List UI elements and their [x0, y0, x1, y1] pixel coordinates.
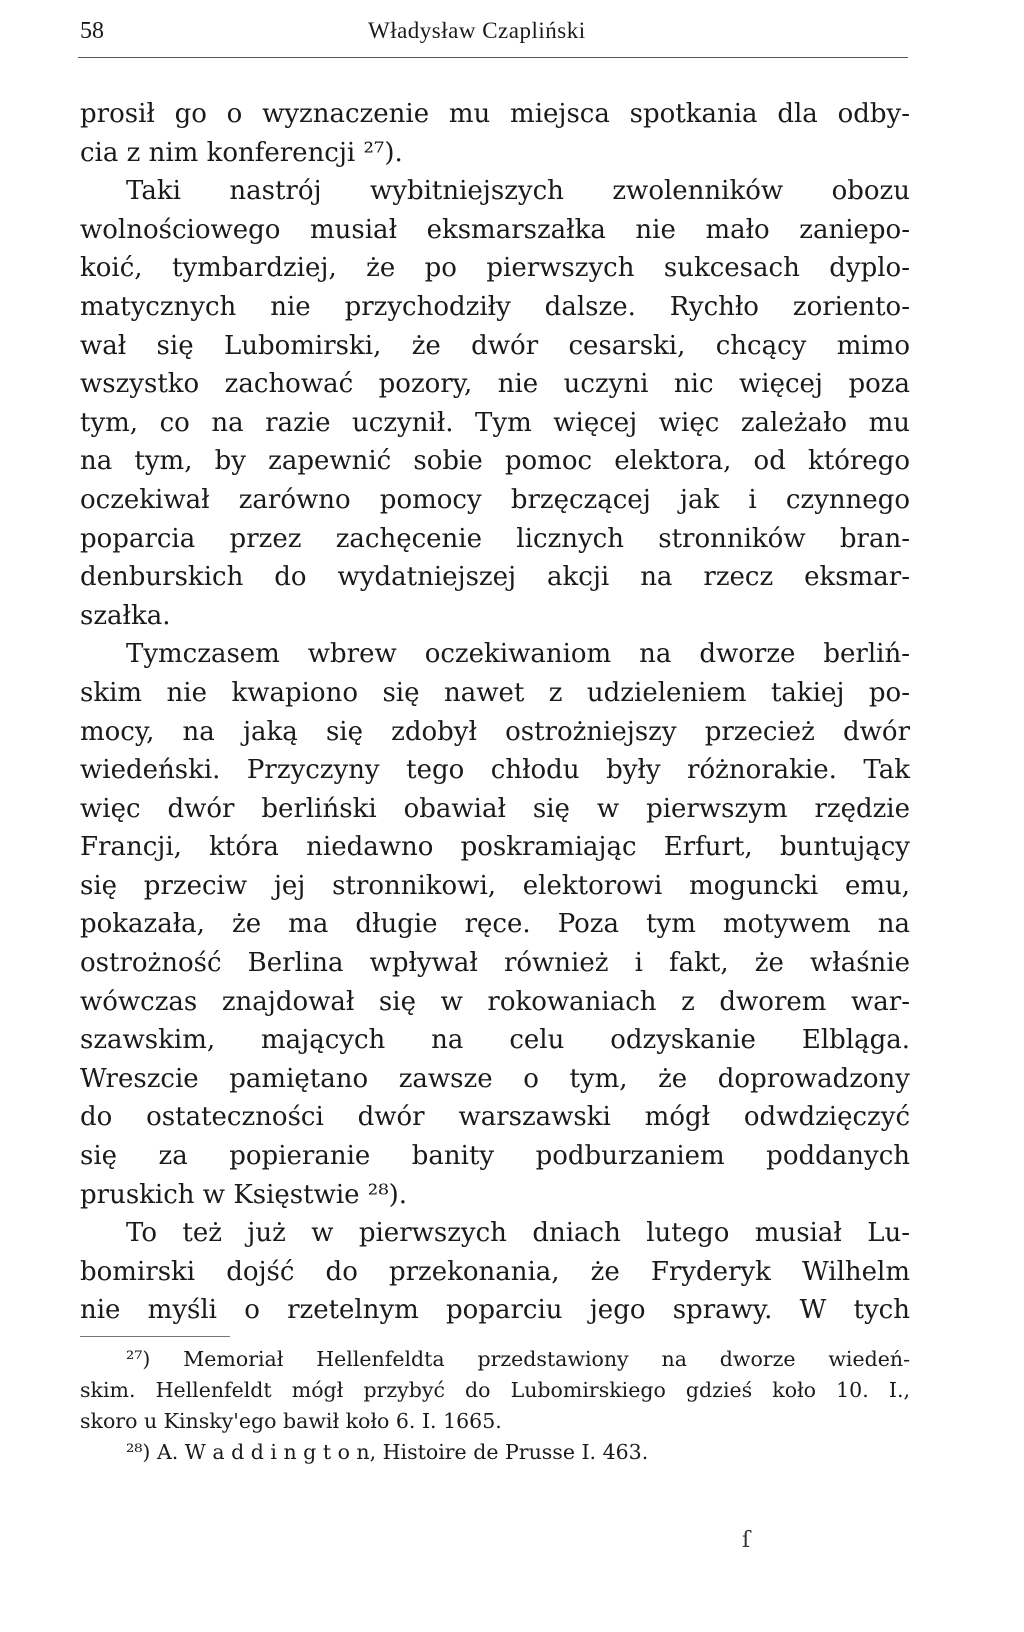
running-title: Władysław Czapliński — [368, 18, 586, 43]
text-line: się za popieranie banity podburzaniem poddanych — [80, 1141, 910, 1172]
text-line: Francji, która niedawno poskramiając Erfurt, buntujący — [80, 832, 910, 863]
footnotes — [80, 1344, 910, 1468]
text-line: cia z nim konferencji ²⁷). — [80, 137, 403, 168]
text-line: Taki nastrój wybitniejszych zwolenników obozu — [126, 176, 910, 207]
text-line: ostrożność Berlina wpływał również i fakt, że właśnie — [80, 948, 910, 979]
text-line: na tym, by zapewnić sobie pomoc elektora, od którego — [80, 446, 910, 477]
footnote-line: ²⁸) A. W a d d i n g t o n, Histoire de Prusse I. 463. — [126, 1440, 649, 1464]
text-line: prosił go o wyznaczenie mu miejsca spotkania dla odby- — [80, 99, 910, 129]
page-number: 58 — [80, 18, 104, 44]
text-line: oczekiwał zarówno pomocy brzęczącej jak i czynnego — [80, 484, 910, 515]
text-line: denburskich do wydatniejszej akcji na rzecz eksmar- — [80, 562, 910, 593]
text-line: To też już w pierwszych dniach lutego musiał Lu- — [126, 1218, 910, 1249]
text-line: wolnościowego musiał eksmarszałka nie mało zaniepo- — [80, 214, 910, 245]
text-line: poparcia przez zachęcenie licznych stronników bran- — [80, 523, 910, 554]
text-line: wiedeński. Przyczyny tego chłodu były różnorakie. Tak — [80, 755, 910, 786]
footnote-line: skoro u Kinsky'ego bawił koło 6. I. 1665. — [80, 1409, 502, 1433]
text-line: pruskich w Księstwie ²⁸). — [80, 1179, 408, 1210]
text-line: koić, tymbardziej, że po pierwszych sukcesach dyplo- — [80, 253, 910, 284]
text-line: się przeciw jej stronnikowi, elektorowi moguncki emu, — [80, 870, 910, 901]
text-line: do ostateczności dwór warszawski mógł odwdzięczyć — [80, 1102, 910, 1133]
page-header — [78, 18, 908, 48]
stray-mark: ſ — [742, 1528, 751, 1553]
footnote-line: skim. Hellenfeldt mógł przybyć do Lubomirskiego gdzieś koło 10. I., — [80, 1378, 910, 1402]
text-line: pokazała, że ma długie ręce. Poza tym motywem na — [80, 909, 910, 940]
text-line: matycznych nie przychodziły dalsze. Rychło zoriento- — [80, 291, 910, 322]
text-line: szałka. — [80, 600, 171, 631]
text-line: bomirski dojść do przekonania, że Fryderyk Wilhelm — [80, 1256, 910, 1287]
text-line: mocy, na jaką się zdobył ostrożniejszy przecież dwór — [80, 716, 910, 747]
text-line: wszystko zachować pozory, nie uczyni nic więcej poza — [80, 369, 910, 400]
body-text — [80, 95, 910, 1330]
text-line: szawskim, mających na celu odzyskanie Elbląga. — [80, 1025, 910, 1056]
text-line: wówczas znajdował się w rokowaniach z dworem war- — [80, 986, 910, 1017]
footnote-rule — [80, 1336, 230, 1337]
text-line: Tymczasem wbrew oczekiwaniom na dworze berliń- — [126, 639, 910, 670]
text-line: skim nie kwapiono się nawet z udzieleniem takiej po- — [80, 677, 910, 708]
text-line: Wreszcie pamiętano zawsze o tym, że doprowadzony — [80, 1063, 910, 1094]
text-line: wał się Lubomirski, że dwór cesarski, chcący mimo — [80, 330, 910, 361]
header-rule — [78, 57, 908, 58]
text-line: tym, co na razie uczynił. Tym więcej więc zależało mu — [80, 407, 910, 438]
footnote-line: ²⁷) Memoriał Hellenfeldta przedstawiony na dworze wiedeń- — [126, 1347, 910, 1371]
text-line: więc dwór berliński obawiał się w pierwszym rzędzie — [80, 793, 910, 824]
text-line: nie myśli o rzetelnym poparciu jego sprawy. W tych — [80, 1295, 910, 1326]
